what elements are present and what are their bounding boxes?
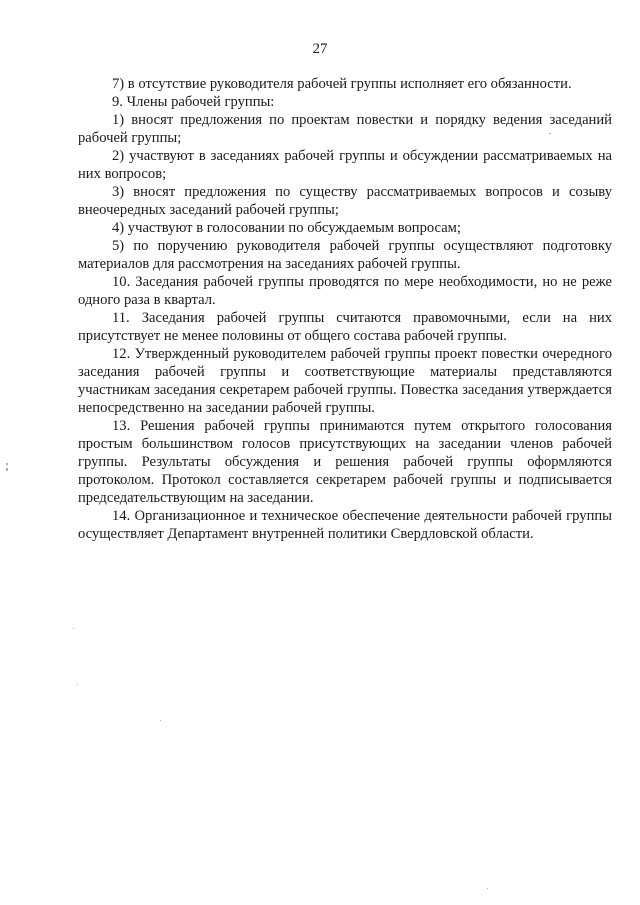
paragraph-7: 7) в отсутствие руководителя рабочей группы исполняет его обязанности. xyxy=(112,76,572,92)
paragraph-12: 12. Утвержденный руководителем рабочей группы проект повестки очередного заседания рабочей группы и соответствующие материалы представляются участникам заседания секретарем рабочей группы. Повестка заседания утверждается непосредственно на заседании рабочей группы. xyxy=(78,346,612,416)
paragraph-11: 11. Заседания рабочей группы считаются правомочными, если на них присутствует не менее половины от общего состава рабочей группы. xyxy=(78,310,612,344)
paragraph-9-3: 3) вносят предложения по существу рассматриваемых вопросов и созыву внеочередных заседаний рабочей группы; xyxy=(78,184,612,218)
scan-speck xyxy=(73,628,74,629)
page-number: 27 xyxy=(312,41,328,57)
paragraph-9-5: 5) по поручению руководителя рабочей группы осуществляют подготовку материалов для рассмотрения на заседаниях рабочей группы. xyxy=(78,238,612,272)
scan-speck xyxy=(160,720,161,721)
paragraph-14: 14. Организационное и техническое обеспечение деятельности рабочей группы осуществляет Департамент внутренней политики Свердловской области. xyxy=(78,508,612,542)
paragraph-9-4: 4) участвуют в голосовании по обсуждаемым вопросам; xyxy=(112,220,461,236)
scan-speck xyxy=(6,463,8,465)
paragraph-10: 10. Заседания рабочей группы проводятся по мере необходимости, но не реже одного раза в квартал. xyxy=(78,274,612,308)
paragraph-9-1: 1) вносят предложения по проектам повестки и порядку ведения заседаний рабочей группы; xyxy=(78,112,612,146)
document-body xyxy=(78,75,612,543)
scan-speck xyxy=(6,468,8,471)
scan-speck xyxy=(487,888,488,889)
scan-speck xyxy=(549,133,551,134)
paragraph-13: 13. Решения рабочей группы принимаются путем открытого голосования простым большинством голосов присутствующих на заседании членов рабочей группы. Результаты обсуждения и решения рабочей группы оформляются протоколом. Протокол составляется секретарем рабочей группы и подписывается председательствующим на заседании. xyxy=(78,418,612,506)
paragraph-9-heading: 9. Члены рабочей группы: xyxy=(112,94,275,110)
paragraph-9-2: 2) участвуют в заседаниях рабочей группы и обсуждении рассматриваемых на них вопросов; xyxy=(78,148,612,182)
scan-speck xyxy=(77,684,78,685)
